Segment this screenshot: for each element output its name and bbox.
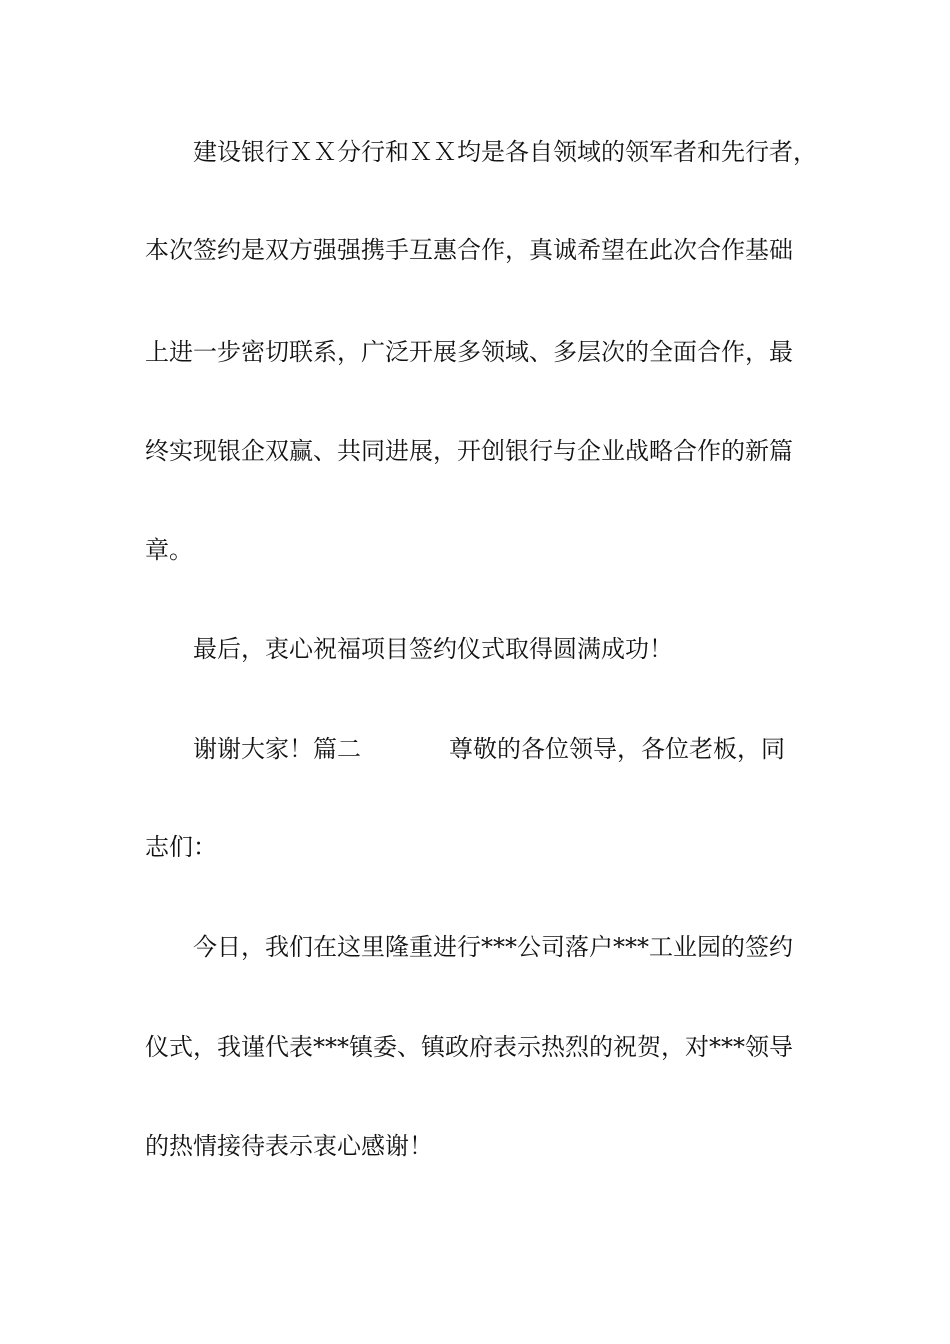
paragraph-line: 终实现银企双赢、共同进展，开创银行与企业战略合作的新篇 [145, 437, 793, 465]
paragraph-line: 建设银行ＸＸ分行和ＸＸ均是各自领域的领军者和先行者， [193, 138, 817, 166]
section-heading-text: 谢谢大家！篇二 [193, 735, 361, 763]
paragraph-line: 最后，衷心祝福项目签约仪式取得圆满成功！ [193, 635, 673, 663]
paragraph-line: 仪式，我谨代表***镇委、镇政府表示热烈的祝贺，对***领导 [145, 1033, 793, 1061]
paragraph-line: 本次签约是双方强强携手互惠合作，真诚希望在此次合作基础 [145, 236, 793, 264]
paragraph-line: 今日，我们在这里隆重进行***公司落户***工业园的签约 [193, 933, 793, 961]
paragraph-line [193, 734, 863, 764]
paragraph-line: 上进一步密切联系，广泛开展多领域、多层次的全面合作，最 [145, 338, 793, 366]
paragraph-line: 章。 [145, 536, 193, 564]
greeting-text: 尊敬的各位领导，各位老板，同 [449, 735, 785, 763]
paragraph-line: 志们： [145, 833, 217, 861]
paragraph-line: 的热情接待表示衷心感谢！ [145, 1132, 433, 1160]
